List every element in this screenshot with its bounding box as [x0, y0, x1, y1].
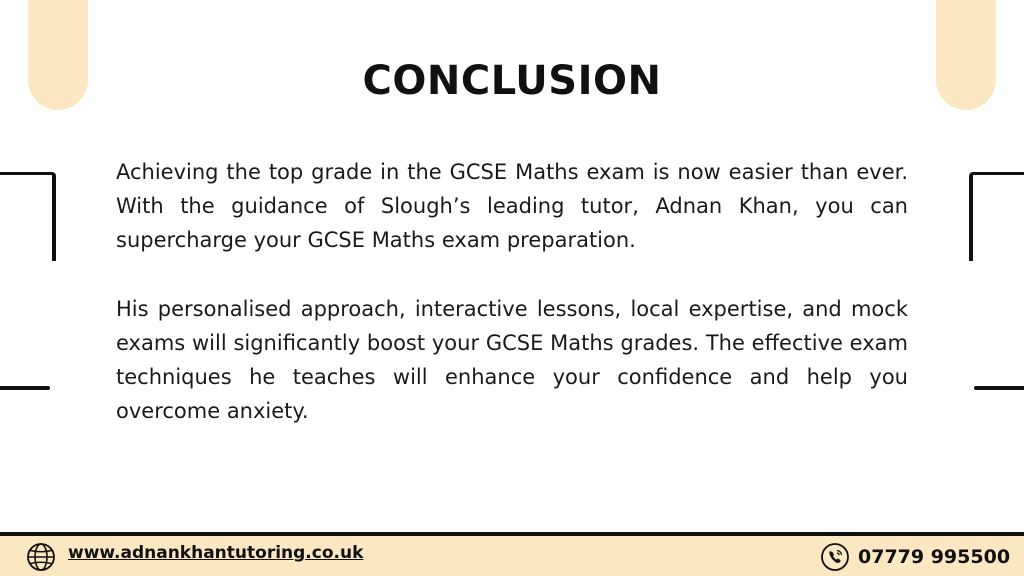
decorative-dash-left [0, 386, 50, 390]
paragraph-intro: Achieving the top grade in the GCSE Maths exam is now easier than ever. With the guidance of Slough’s leading tutor, Adnan Khan, you can supercharge your GCSE Maths exam preparation. [116, 160, 908, 252]
decorative-bracket-left [0, 172, 56, 261]
globe-icon [26, 542, 56, 572]
phone-group [820, 542, 1010, 572]
page-title: CONCLUSION [362, 58, 662, 104]
phone-icon [820, 542, 850, 572]
website-link[interactable]: www.adnankhantutoring.co.uk [68, 543, 364, 563]
decorative-bracket-right [969, 172, 1024, 261]
phone-number[interactable]: 07779 995500 [858, 546, 1011, 568]
footer-bar [0, 532, 1024, 576]
paragraph-approach: His personalised approach, interactive lessons, local expertise, and mock exams will significantly boost your GCSE Maths grades. The effective exam techniques he teaches will enhance your confidence and help you overcome anxiety. [116, 297, 908, 423]
decorative-dash-right [974, 386, 1024, 390]
website-group [26, 542, 363, 572]
